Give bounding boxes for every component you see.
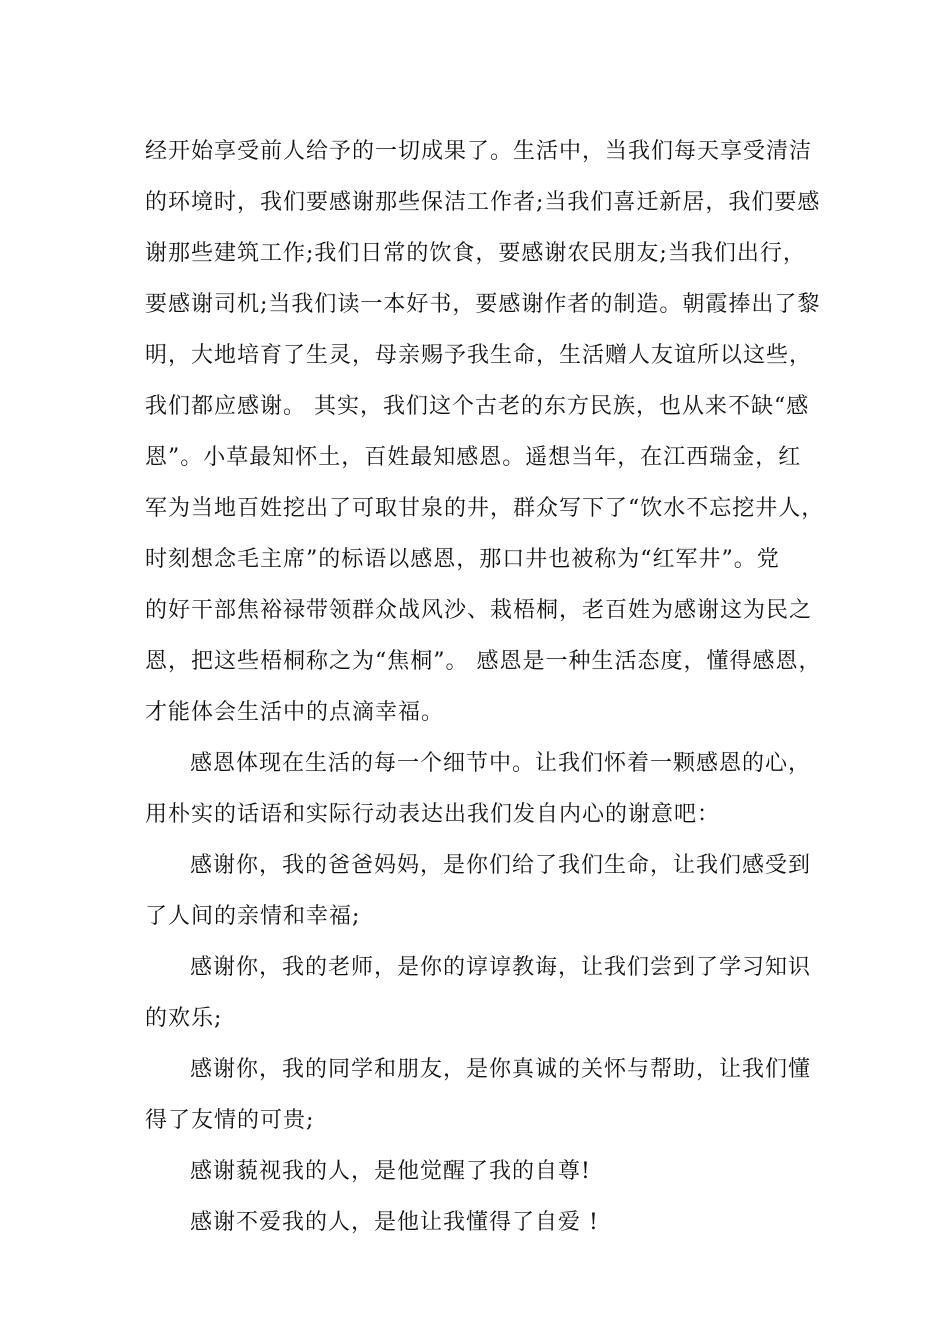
text-line: 谢那些建筑工作;我们日常的饮食，要感谢农民朋友;当我们出行， bbox=[145, 241, 806, 266]
text-line: 感谢你，我的老师，是你的谆谆教诲，让我们尝到了学习知识 bbox=[190, 955, 812, 980]
text-line: 的环境时，我们要感谢那些保洁工作者;当我们喜迁新居，我们要感 bbox=[145, 190, 821, 215]
text-line: 要感谢司机;当我们读一本好书，要感谢作者的制造。朝霞捧出了黎 bbox=[145, 292, 821, 317]
text-line: 用朴实的话语和实际行动表达出我们发自内心的谢意吧： bbox=[145, 802, 721, 827]
paragraph bbox=[145, 1146, 835, 1197]
paragraph bbox=[145, 840, 835, 942]
paragraph bbox=[145, 738, 835, 840]
text-line: 感谢不爱我的人，是他让我懂得了自爱 ! bbox=[190, 1210, 599, 1235]
document-body bbox=[145, 126, 835, 1248]
paragraph bbox=[145, 126, 835, 738]
text-line: 感恩体现在生活的每一个细节中。让我们怀着一颗感恩的心， bbox=[190, 751, 812, 776]
text-line: 感谢藐视我的人，是他觉醒了我的自尊! bbox=[190, 1159, 591, 1184]
text-line: 恩，把这些梧桐称之为“焦桐”。 感恩是一种生活态度，懂得感恩， bbox=[145, 649, 822, 674]
paragraph bbox=[145, 942, 835, 1044]
paragraph bbox=[145, 1197, 835, 1248]
text-line: 感谢你，我的爸爸妈妈，是你们给了我们生命，让我们感受到 bbox=[190, 853, 812, 878]
text-line: 我们都应感谢。 其实，我们这个古老的东方民族，也从来不缺“感 bbox=[145, 394, 810, 419]
text-line: 恩”。小草最知怀土，百姓最知感恩。遥想当年，在江西瑞金，红 bbox=[145, 445, 802, 470]
text-line: 的欢乐; bbox=[145, 1006, 223, 1031]
text-line: 才能体会生活中的点滴幸福。 bbox=[145, 700, 445, 725]
text-line: 了人间的亲情和幸福; bbox=[145, 904, 361, 929]
text-line: 明，大地培育了生灵，母亲赐予我生命，生活赠人友谊所以这些， bbox=[145, 343, 813, 368]
text-line: 得了友情的可贵; bbox=[145, 1108, 315, 1133]
text-line: 感谢你，我的同学和朋友，是你真诚的关怀与帮助，让我们懂 bbox=[190, 1057, 812, 1082]
paragraph bbox=[145, 1044, 835, 1146]
text-line: 军为当地百姓挖出了可取甘泉的井，群众写下了“饮水不忘挖井人， bbox=[145, 496, 825, 521]
text-line: 时刻想念毛主席”的标语以感恩，那口井也被称为“红军井”。党 bbox=[145, 547, 780, 572]
text-line: 经开始享受前人给予的一切成果了。生活中，当我们每天享受清洁 bbox=[145, 139, 813, 164]
text-line: 的好干部焦裕禄带领群众战风沙、栽梧桐，老百姓为感谢这为民之 bbox=[145, 598, 813, 623]
